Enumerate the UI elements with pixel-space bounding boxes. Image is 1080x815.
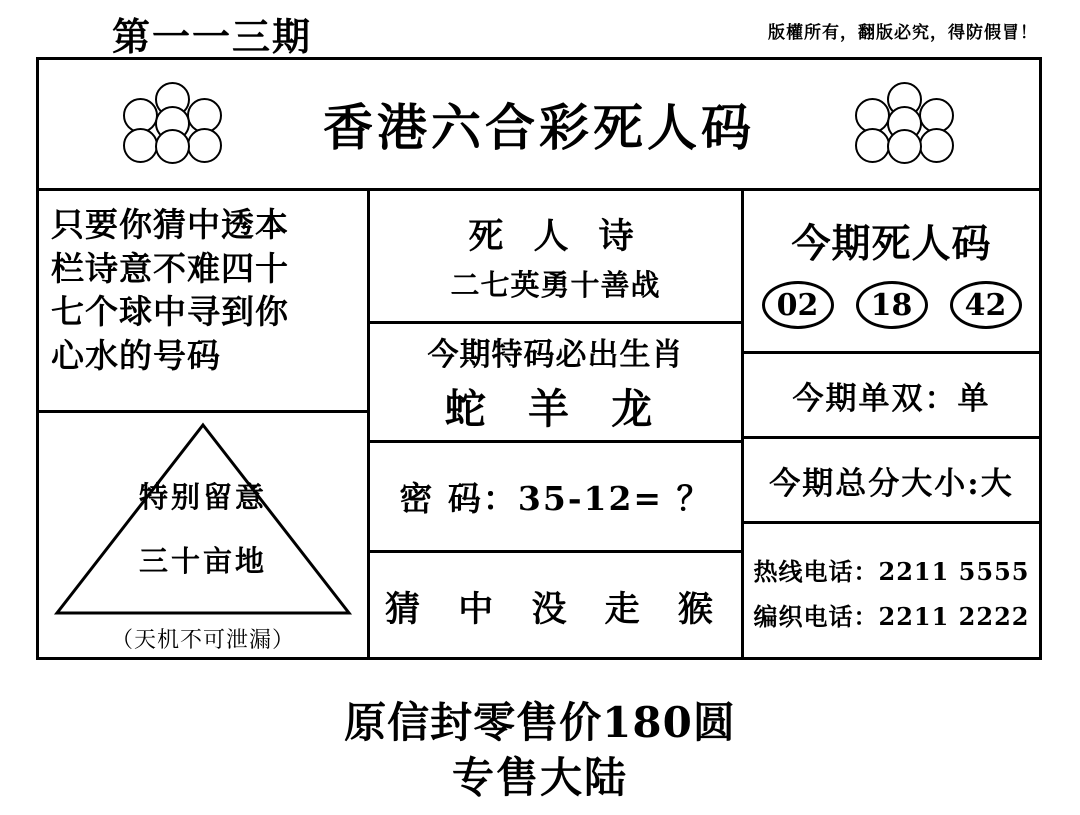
intro-poem-line-3: 七个球中寻到你 bbox=[51, 292, 289, 332]
intro-poem-line-4: 心水的号码 bbox=[51, 335, 221, 375]
middle-column bbox=[370, 188, 744, 660]
footer-price: 原信封零售价180圆 bbox=[344, 698, 736, 747]
odd-even-text: 今期单双：单 bbox=[792, 380, 991, 417]
flower-ornament-left bbox=[107, 82, 239, 164]
guess-text: 猜 中 没 走 猴 bbox=[385, 588, 726, 630]
death-poem-title: 死 人 诗 bbox=[468, 215, 643, 257]
special-notice-line-1: 特别留意 bbox=[138, 480, 267, 514]
intro-poem-cell bbox=[39, 191, 367, 413]
secret-code-cell bbox=[370, 443, 741, 553]
odd-even-cell bbox=[744, 354, 1039, 439]
code-ball-group bbox=[762, 281, 1022, 329]
intro-poem-line-1: 只要你猜中透本 bbox=[51, 205, 289, 244]
death-poem-text: 二七英勇十善战 bbox=[450, 267, 661, 302]
code-ball: 02 bbox=[762, 281, 834, 329]
issue-title: 第一一三期 bbox=[112, 14, 313, 59]
hotline-text: 热线电话：2211 5555 bbox=[753, 557, 1030, 586]
zodiac-cell bbox=[370, 324, 741, 443]
main-frame bbox=[36, 57, 1042, 660]
right-column bbox=[744, 188, 1039, 660]
copyright-notice: 版權所有，翻版必究，得防假冒！ bbox=[768, 23, 1038, 43]
flower-ornament-right bbox=[839, 82, 971, 164]
secret-code-text: 密 码：35-12= ？ bbox=[399, 479, 712, 518]
code-ball: 42 bbox=[950, 281, 1022, 329]
current-codes-title: 今期死人码 bbox=[791, 221, 992, 267]
left-column bbox=[39, 188, 370, 660]
intro-poem-line-2: 栏诗意不难四十 bbox=[51, 248, 289, 288]
total-size-cell bbox=[744, 439, 1039, 524]
weave-phone-text: 编织电话：2211 2222 bbox=[753, 602, 1030, 631]
special-notice-line-2: 三十亩地 bbox=[138, 544, 267, 578]
special-notice-cell bbox=[39, 413, 367, 660]
code-ball: 18 bbox=[856, 281, 928, 329]
current-codes-cell bbox=[744, 191, 1039, 354]
contact-cell bbox=[744, 524, 1039, 660]
content-grid bbox=[39, 188, 1039, 660]
footer-region: 专售大陆 bbox=[451, 753, 628, 802]
total-size-text: 今期总分大小:大 bbox=[769, 465, 1014, 502]
banner-title: 香港六合彩死人码 bbox=[323, 98, 755, 157]
zodiac-values: 蛇 羊 龙 bbox=[444, 385, 667, 433]
guess-cell bbox=[370, 553, 741, 660]
banner bbox=[39, 60, 1039, 188]
zodiac-title: 今期特码必出生肖 bbox=[427, 337, 684, 373]
triangle-shape bbox=[53, 419, 353, 619]
special-notice-footnote: （天机不可泄漏） bbox=[110, 628, 295, 653]
death-poem-cell bbox=[370, 191, 741, 324]
